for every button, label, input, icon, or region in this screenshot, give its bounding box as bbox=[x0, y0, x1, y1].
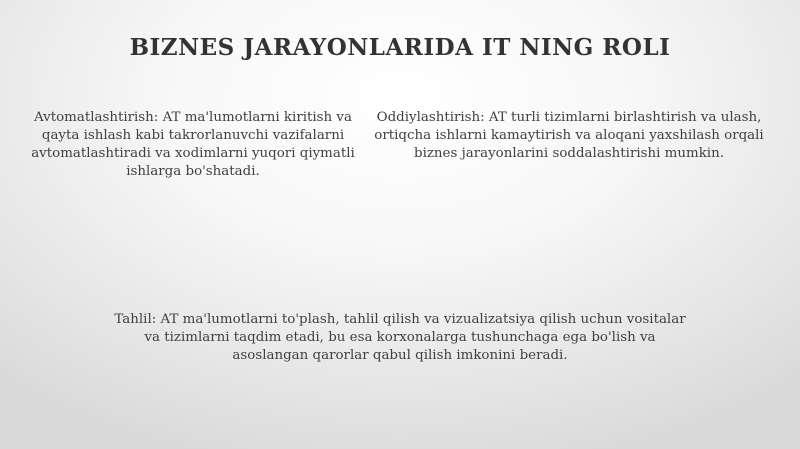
simplification-text: Oddiylashtirish: AT turli tizimlarni birlashtirish va ulash, ortiqcha ishlarni kamaytirish va aloqani yaxshilash orqali biznes jarayonlarini soddalashtirishi mumkin. bbox=[374, 110, 764, 161]
analysis-text: Tahlil: AT ma'lumotlarni to'plash, tahlil qilish va vizualizatsiya qilish uchun vositalar va tizimlarni taqdim etadi, bu esa korxonalarga tushunchaga ega bo'lish va asoslangan qarorlar qabul qilish imkonini beradi. bbox=[114, 312, 686, 363]
automation-text: Avtomatlashtirish: AT ma'lumotlarni kiritish va qayta ishlash kabi takrorlanuvchi vazifalarni avtomatlashtiradi va xodimlarni yuqori qiymatli ishlarga bo'shatadi. bbox=[31, 110, 355, 179]
slide-title: BIZNES JARAYONLARIDA IT NING ROLI bbox=[129, 34, 671, 61]
